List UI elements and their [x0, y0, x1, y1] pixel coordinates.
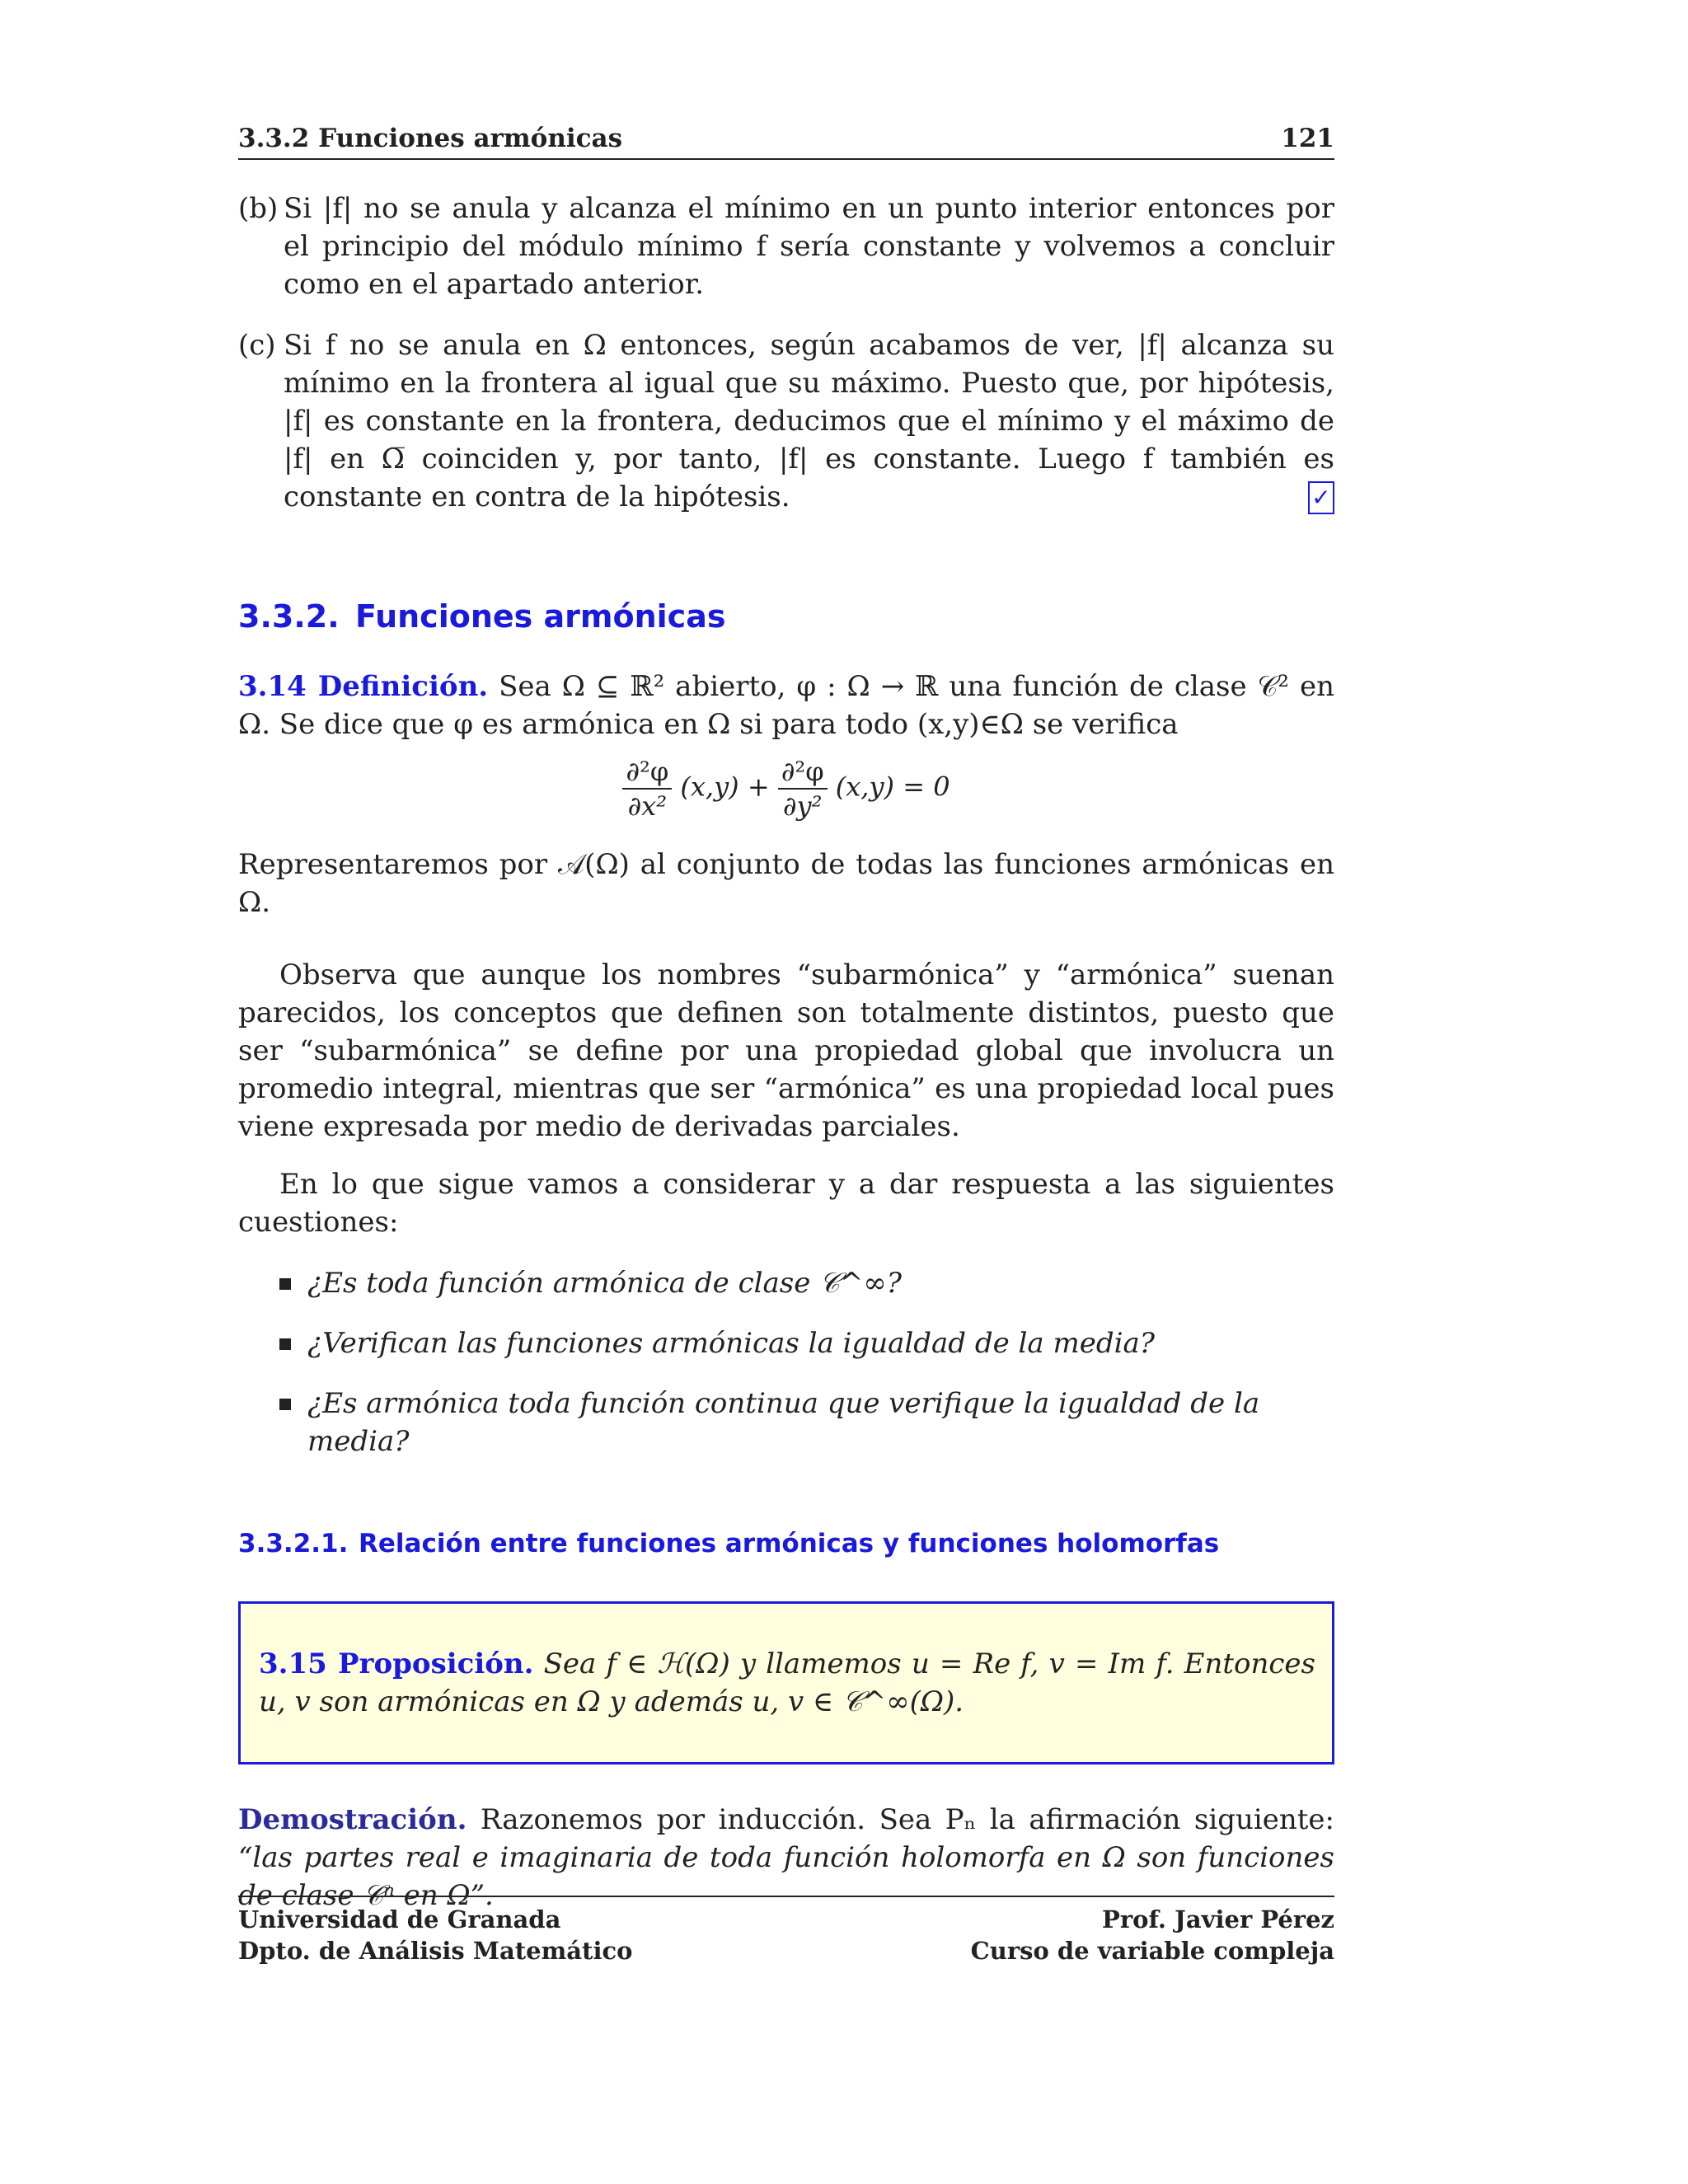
footer-university: Universidad de Granada	[238, 1905, 561, 1933]
footer-department: Dpto. de Análisis Matemático	[238, 1937, 633, 1965]
eq-term: (x,y) = 0	[835, 771, 950, 803]
page-footer	[238, 1896, 1334, 1966]
proposition-text: Sea f ∈ ℋ(Ω) y llamemos u = Re f, v = Im f. Entonces u, v son armónicas en Ω y además u, v ∈ 𝒞^∞(Ω).	[259, 1647, 1315, 1718]
item-label: (c)	[238, 329, 276, 362]
eq-denominator: ∂x²	[627, 790, 668, 822]
page-body	[238, 124, 1334, 1915]
proof-quote: “las partes real e imaginaria de toda función holomorfa en Ω son funciones de clase 𝒞ⁿ en Ω”.	[238, 1841, 1334, 1912]
proposition	[259, 1645, 1315, 1721]
definition	[238, 668, 1334, 743]
eq-denominator: ∂y²	[782, 790, 823, 822]
proof-label: Demostración.	[238, 1803, 467, 1836]
proposition-box	[238, 1601, 1334, 1765]
list-item-b	[238, 190, 1334, 303]
list-item-c	[238, 326, 1334, 514]
definition-label: 3.14 Definición.	[238, 670, 489, 703]
header-title: 3.3.2 Funciones armónicas	[238, 124, 623, 153]
footer-course: Curso de variable compleja	[970, 1937, 1334, 1965]
bullet-square-icon	[279, 1399, 291, 1410]
bullet-square-icon	[279, 1338, 291, 1350]
list-item: ¿Es armónica toda función continua que verifique la igualdad de la media?	[238, 1385, 1334, 1460]
definition-text: Sea Ω ⊆ ℝ² abierto, φ : Ω → ℝ una función de clase 𝒞² en Ω. Se dice que φ es armónica en Ω si para todo (x,y)∈Ω se verifica	[238, 670, 1334, 741]
proposition-label: 3.15 Proposición.	[259, 1647, 534, 1680]
eq-numerator: ∂²φ	[622, 755, 672, 790]
page-number: 121	[1281, 124, 1334, 153]
section-heading	[238, 598, 1334, 635]
proof-text: Razonemos por inducción. Sea Pₙ la afirmación siguiente:	[480, 1803, 1334, 1836]
item-text: Si f no se anula en Ω entonces, según acabamos de ver, |f| alcanza su mínimo en la frontera al igual que su máximo. Puesto que, por hipótesis, |f| es constante en la frontera, deducimos que el mínimo y el máximo de |f| en Ω̅ coinciden y, por tanto, |f| es constante. Luego f también es constante en contra de la hipótesis.	[284, 329, 1334, 513]
item-label: (b)	[238, 192, 279, 225]
qed-checkmark-icon: ✓	[1308, 481, 1334, 514]
list-item: ¿Verifican las funciones armónicas la igualdad de la media?	[238, 1324, 1334, 1362]
running-header	[238, 124, 1334, 160]
eq-numerator: ∂²φ	[778, 755, 828, 790]
bullet-square-icon	[279, 1278, 291, 1290]
laplace-equation	[238, 755, 1334, 823]
section-title: Funciones armónicas	[355, 598, 726, 635]
paragraph: En lo que sigue vamos a considerar y a dar respuesta a las siguientes cuestiones:	[238, 1168, 1334, 1239]
list-item: ¿Es toda función armónica de clase 𝒞^∞?	[238, 1264, 1334, 1302]
item-text: Si |f| no se anula y alcanza el mínimo en un punto interior entonces por el principio del módulo mínimo f sería constante y volvemos a concluir como en el apartado anterior.	[284, 192, 1334, 301]
question-list	[238, 1264, 1334, 1460]
paragraph: Observa que aunque los nombres “subarmónica” y “armónica” suenan parecidos, los conceptos que definen son totalmente distintos, puesto que ser “subarmónica” se define por una propiedad global que involucra un promedio integral, mientras que ser “armónica” es una propiedad local pues viene expresada por medio de derivadas parciales.	[238, 958, 1334, 1143]
subsection-heading	[238, 1529, 1334, 1558]
subsection-title: Relación entre funciones armónicas y funciones holomorfas	[359, 1529, 1220, 1558]
footer-author: Prof. Javier Pérez	[1102, 1905, 1334, 1933]
eq-term: (x,y) +	[680, 771, 770, 803]
paragraph: Representaremos por 𝒜(Ω) al conjunto de todas las funciones armónicas en Ω.	[238, 848, 1334, 919]
subsection-number: 3.3.2.1.	[238, 1529, 349, 1558]
section-number: 3.3.2.	[238, 598, 340, 635]
